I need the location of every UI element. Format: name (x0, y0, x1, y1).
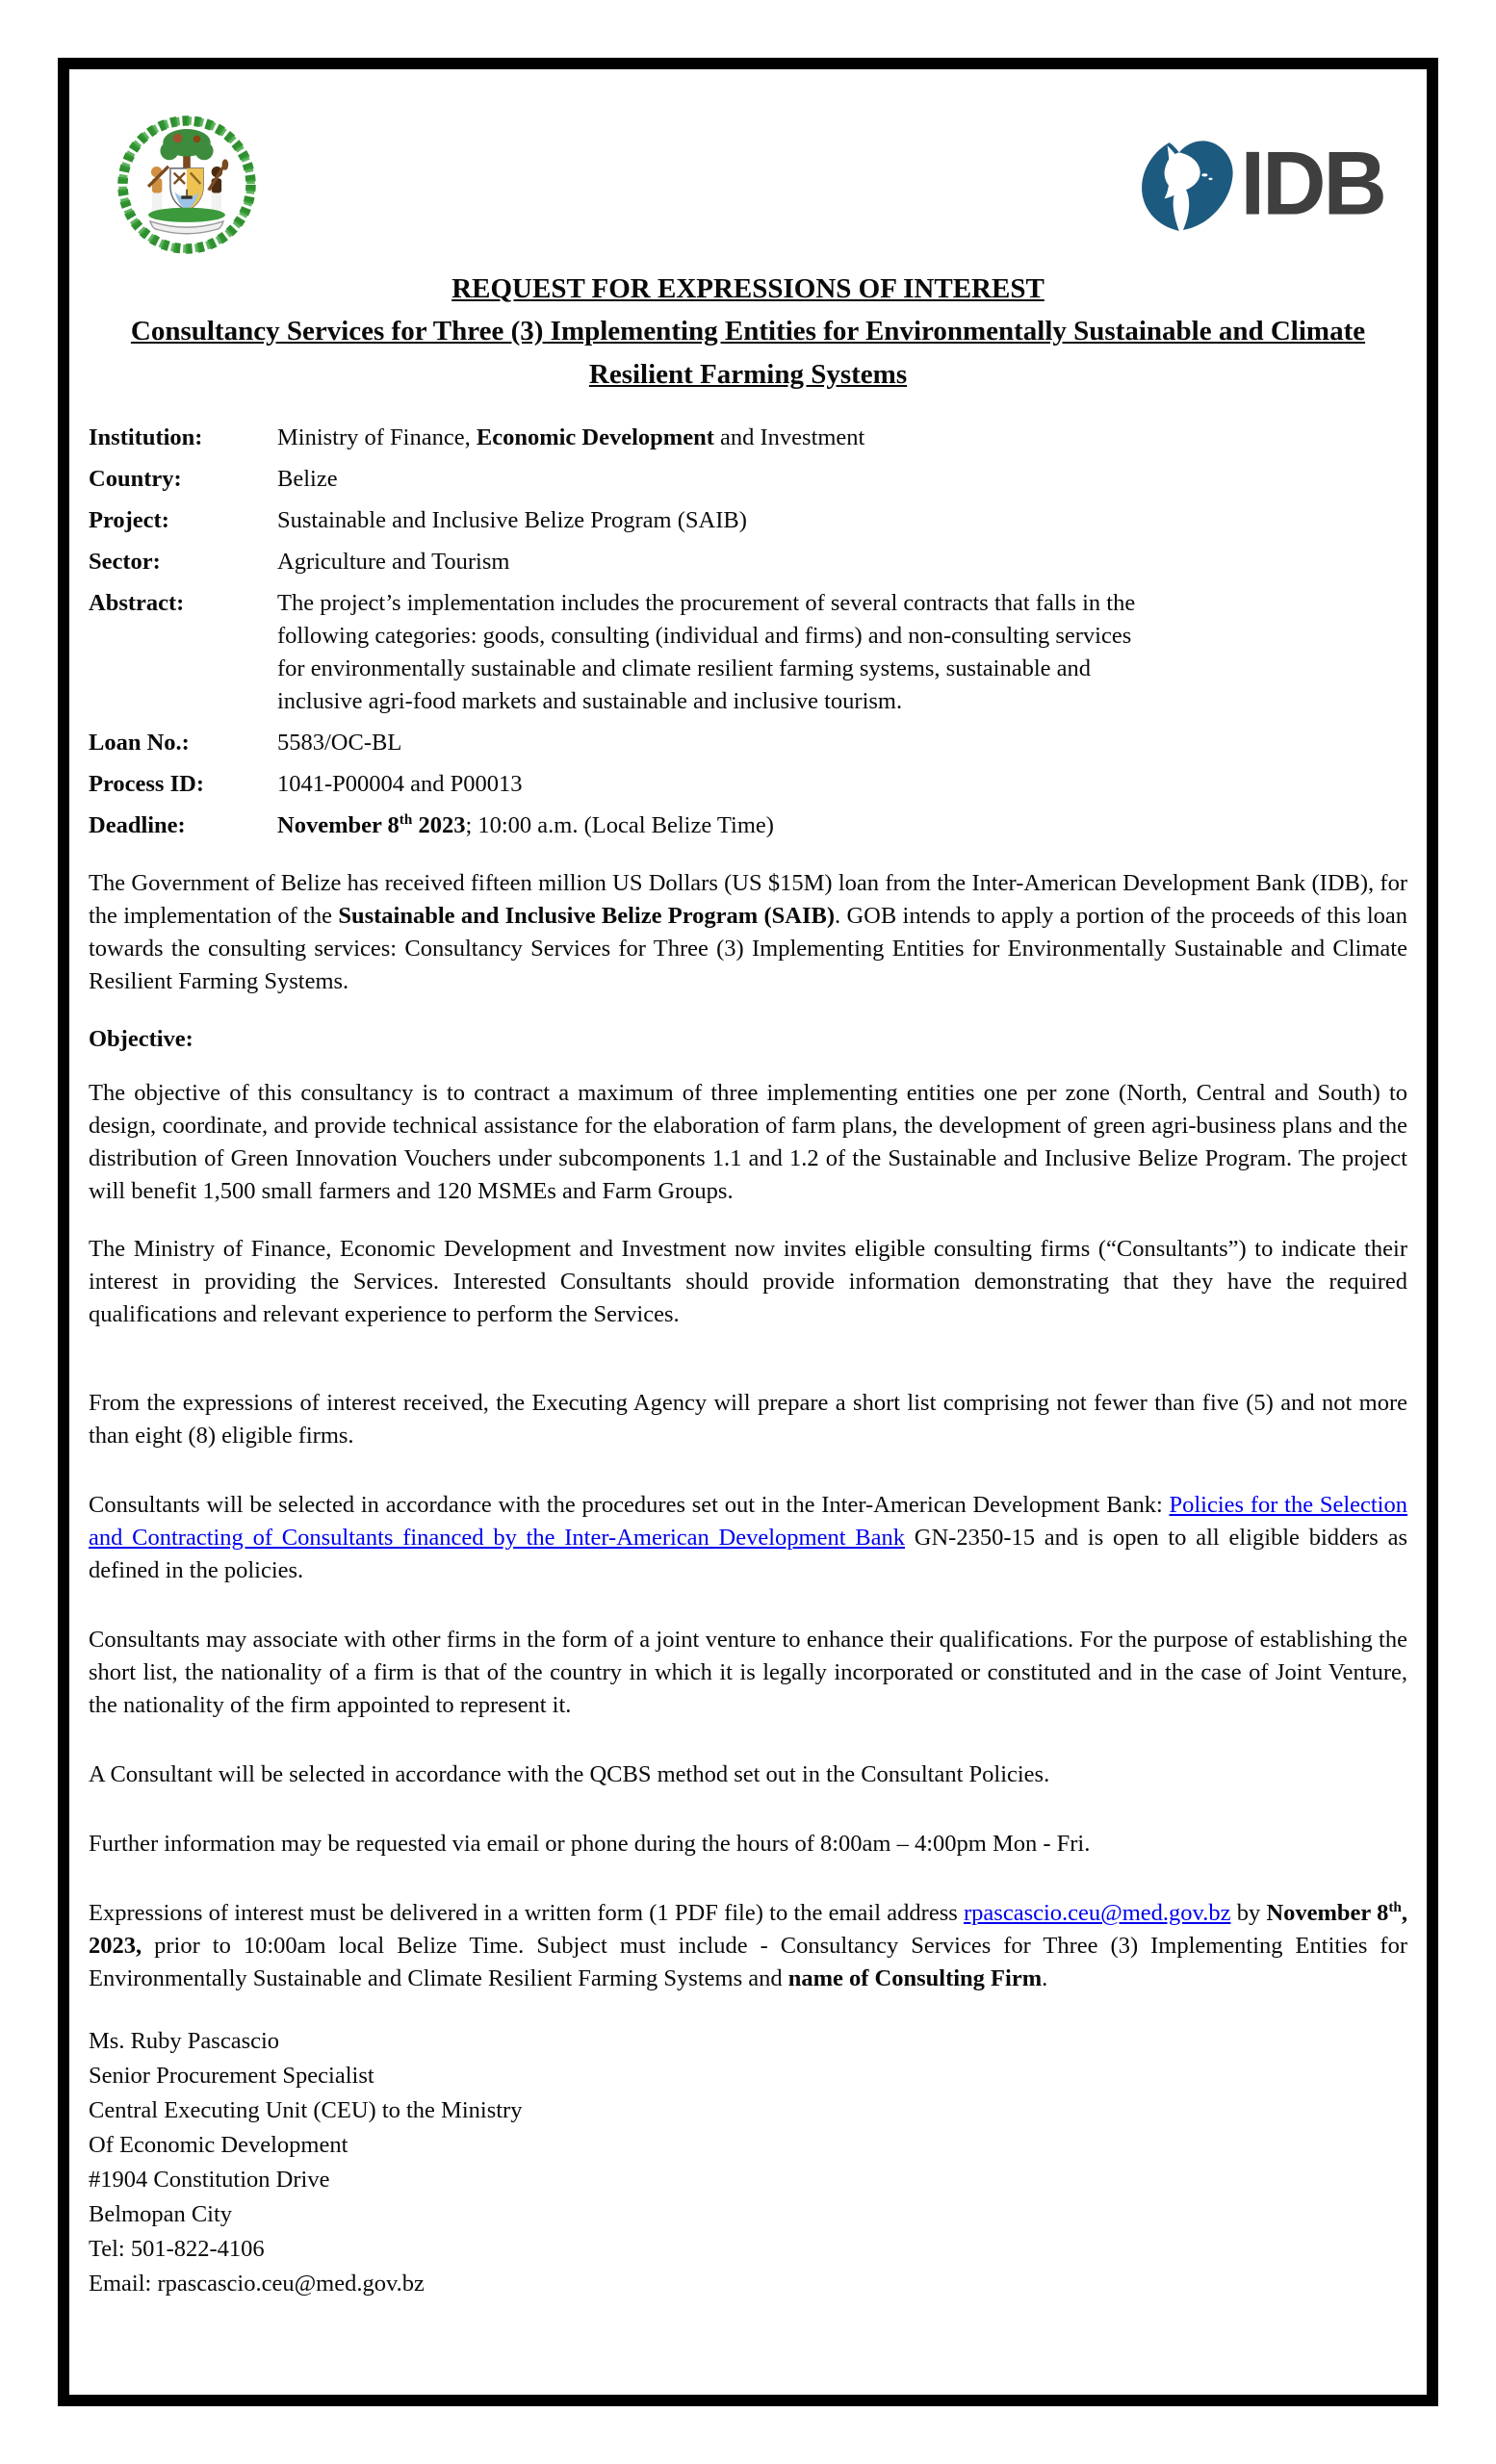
summary-fields (89, 422, 1407, 842)
belize-coat-of-arms-icon (114, 108, 260, 260)
field-label: Process ID: (89, 771, 204, 797)
paragraph-further-info: Further information may be requested via email or phone during the hours of 8:00am – 4:00pm Mon - Fri. (89, 1831, 1091, 1857)
field-sector (89, 546, 1407, 578)
deadline-time-text: ; 10:00 a.m. (Local Belize Time) (465, 812, 774, 838)
paragraph-text: Consultants will be selected in accordance with the procedures set out in the Inter-American Development Bank: (89, 1492, 1170, 1518)
paragraph-objective: The objective of this consultancy is to contract a maximum of three implementing entities one per zone (North, Central and South) to design, coordinate, and provide technical assistance for the elaboration of farm plans, the development of green agri-business plans and the distribution of Green Innovation Vouchers under subcomponents 1.1 and 1.2 of the Sustainable and Inclusive Belize Program. The project will benefit 1,500 small farmers and 120 MSMEs and Farm Groups. (89, 1080, 1407, 1204)
field-label: Deadline: (89, 812, 186, 838)
document-header (89, 106, 1407, 262)
field-institution (89, 422, 1407, 454)
deadline-date-bold (277, 812, 465, 838)
field-label: Sector: (89, 549, 161, 575)
paragraph-text: by (1230, 1900, 1267, 1926)
paragraph-text: Expressions of interest must be delivered in a written form (1 PDF file) to the email address (89, 1900, 965, 1926)
paragraph-text: prior to 10:00am local Belize Time. Subject must include - Consultancy Services for Three (3) Implementing Entities for Environmentally Sustainable and Climate Resilient Farming Systems and (89, 1933, 1407, 1991)
field-label: Country: (89, 466, 182, 492)
field-value: Agriculture and Tourism (277, 549, 510, 575)
title-block (89, 268, 1407, 397)
idb-globe-icon (1137, 135, 1235, 233)
submission-date-text: November 8 (1266, 1900, 1389, 1926)
paragraph-joint-venture: Consultants may associate with other firms in the form of a joint venture to enhance their qualifications. For the purpose of establishing the short list, the nationality of a firm is that of the country in which it is legally incorporated or constituted and in the case of Joint Venture, the nationality of the firm appointed to represent it. (89, 1627, 1407, 1718)
paragraph-submission (89, 1897, 1407, 1995)
contact-city: Belmopan City (89, 2201, 233, 2227)
idb-logo (1137, 135, 1384, 233)
paragraph-text: . GOB intends to apply a portion of the proceeds of this loan towards the consulting services: Consultancy Services for Three (3) Implementing Entities for Environmentally Sustainable and Climate Resilient Farming Systems. (89, 903, 1408, 994)
program-name-bold: Sustainable and Inclusive Belize Program (SAIB) (338, 903, 836, 929)
deadline-date-text: 2023 (412, 812, 466, 838)
contact-ministry: Of Economic Development (89, 2132, 348, 2158)
paragraph-qcbs: A Consultant will be selected in accordance with the QCBS method set out in the Consultant Policies. (89, 1761, 1050, 1787)
field-value (277, 809, 1407, 842)
field-value: Sustainable and Inclusive Belize Program (SAIB) (277, 507, 747, 533)
contact-name: Ms. Ruby Pascascio (89, 2028, 280, 2054)
contact-title: Senior Procurement Specialist (89, 2063, 374, 2089)
contact-phone: Tel: 501-822-4106 (89, 2236, 265, 2262)
paragraph-shortlist: From the expressions of interest received, the Executing Agency will prepare a short list comprising not fewer than five (5) and not more than eight (8) eligible firms. (89, 1390, 1407, 1449)
contact-email: Email: rpascascio.ceu@med.gov.bz (89, 2271, 425, 2297)
submission-email-link[interactable]: rpascascio.ceu@med.gov.bz (964, 1900, 1231, 1926)
field-value: The project’s implementation includes the procurement of several contracts that falls in the following categories: goods, consulting (individual and firms) and non-consulting services for environmentally sustainable and climate resilient farming systems, sustainable and inclusive agri-food markets and sustainable and inclusive tourism. (277, 590, 1136, 714)
field-value: Belize (277, 466, 338, 492)
field-value-bold: Economic Development (476, 424, 714, 450)
field-value-text: and Investment (713, 424, 865, 450)
field-value: 5583/OC-BL (277, 730, 402, 756)
submission-ordinal-sup: th (1388, 1898, 1402, 1915)
paragraph-text: . (1042, 1965, 1048, 1991)
field-label: Project: (89, 507, 169, 533)
field-value: 1041-P00004 and P00013 (277, 771, 523, 797)
field-label: Loan No.: (89, 730, 190, 756)
paragraph-selection-procedures (89, 1489, 1407, 1587)
field-loan-no (89, 727, 1407, 759)
field-project (89, 504, 1407, 537)
deadline-ordinal-sup: th (399, 810, 413, 828)
field-abstract (89, 587, 1407, 718)
consulting-firm-bold: name of Consulting Firm (787, 1965, 1043, 1991)
paragraph-invitation: The Ministry of Finance, Economic Development and Investment now invites eligible consulting firms (“Consultants”) to indicate their interest in providing the Services. Interested Consultants should provide information demonstrating that they have the required qualifications and relevant experience to perform the Services. (89, 1236, 1407, 1327)
field-value-text: Ministry of Finance, (277, 424, 477, 450)
policies-link[interactable]: Policies for the Selection and Contracting of Consultants financed by the Inter-American Development Bank (89, 1492, 1407, 1551)
field-process-id (89, 768, 1407, 801)
deadline-date-text: November 8 (277, 812, 400, 838)
field-label: Abstract: (89, 590, 185, 616)
idb-logo-text: IDB (1240, 133, 1384, 235)
paragraph-text: The Government of Belize has received fifteen million US Dollars (US $15M) loan from the Inter-American Development Bank (IDB), for the implementation of the (89, 870, 1407, 929)
field-value (277, 422, 1407, 454)
document-page (58, 58, 1438, 2406)
contact-unit: Central Executing Unit (CEU) to the Ministry (89, 2097, 523, 2123)
paragraph-funding (89, 867, 1407, 998)
paragraph-text: GN-2350-15 and is open to all eligible bidders as defined in the policies. (89, 1525, 1407, 1583)
field-country (89, 463, 1407, 496)
contact-address: #1904 Constitution Drive (89, 2167, 330, 2193)
contact-block (89, 2024, 1407, 2301)
submission-date-text: , 2023, (89, 1900, 1407, 1959)
page-title: REQUEST FOR EXPRESSIONS OF INTEREST (451, 273, 1045, 304)
objective-heading: Objective: (89, 1026, 193, 1052)
page-subtitle: Consultancy Services for Three (3) Implementing Entities for Environmentally Sustainable and Climate Resilient Farming Systems (130, 316, 1366, 390)
field-label: Institution: (89, 424, 203, 450)
field-deadline (89, 809, 1407, 842)
belize-coat-of-arms-logo (114, 108, 260, 260)
